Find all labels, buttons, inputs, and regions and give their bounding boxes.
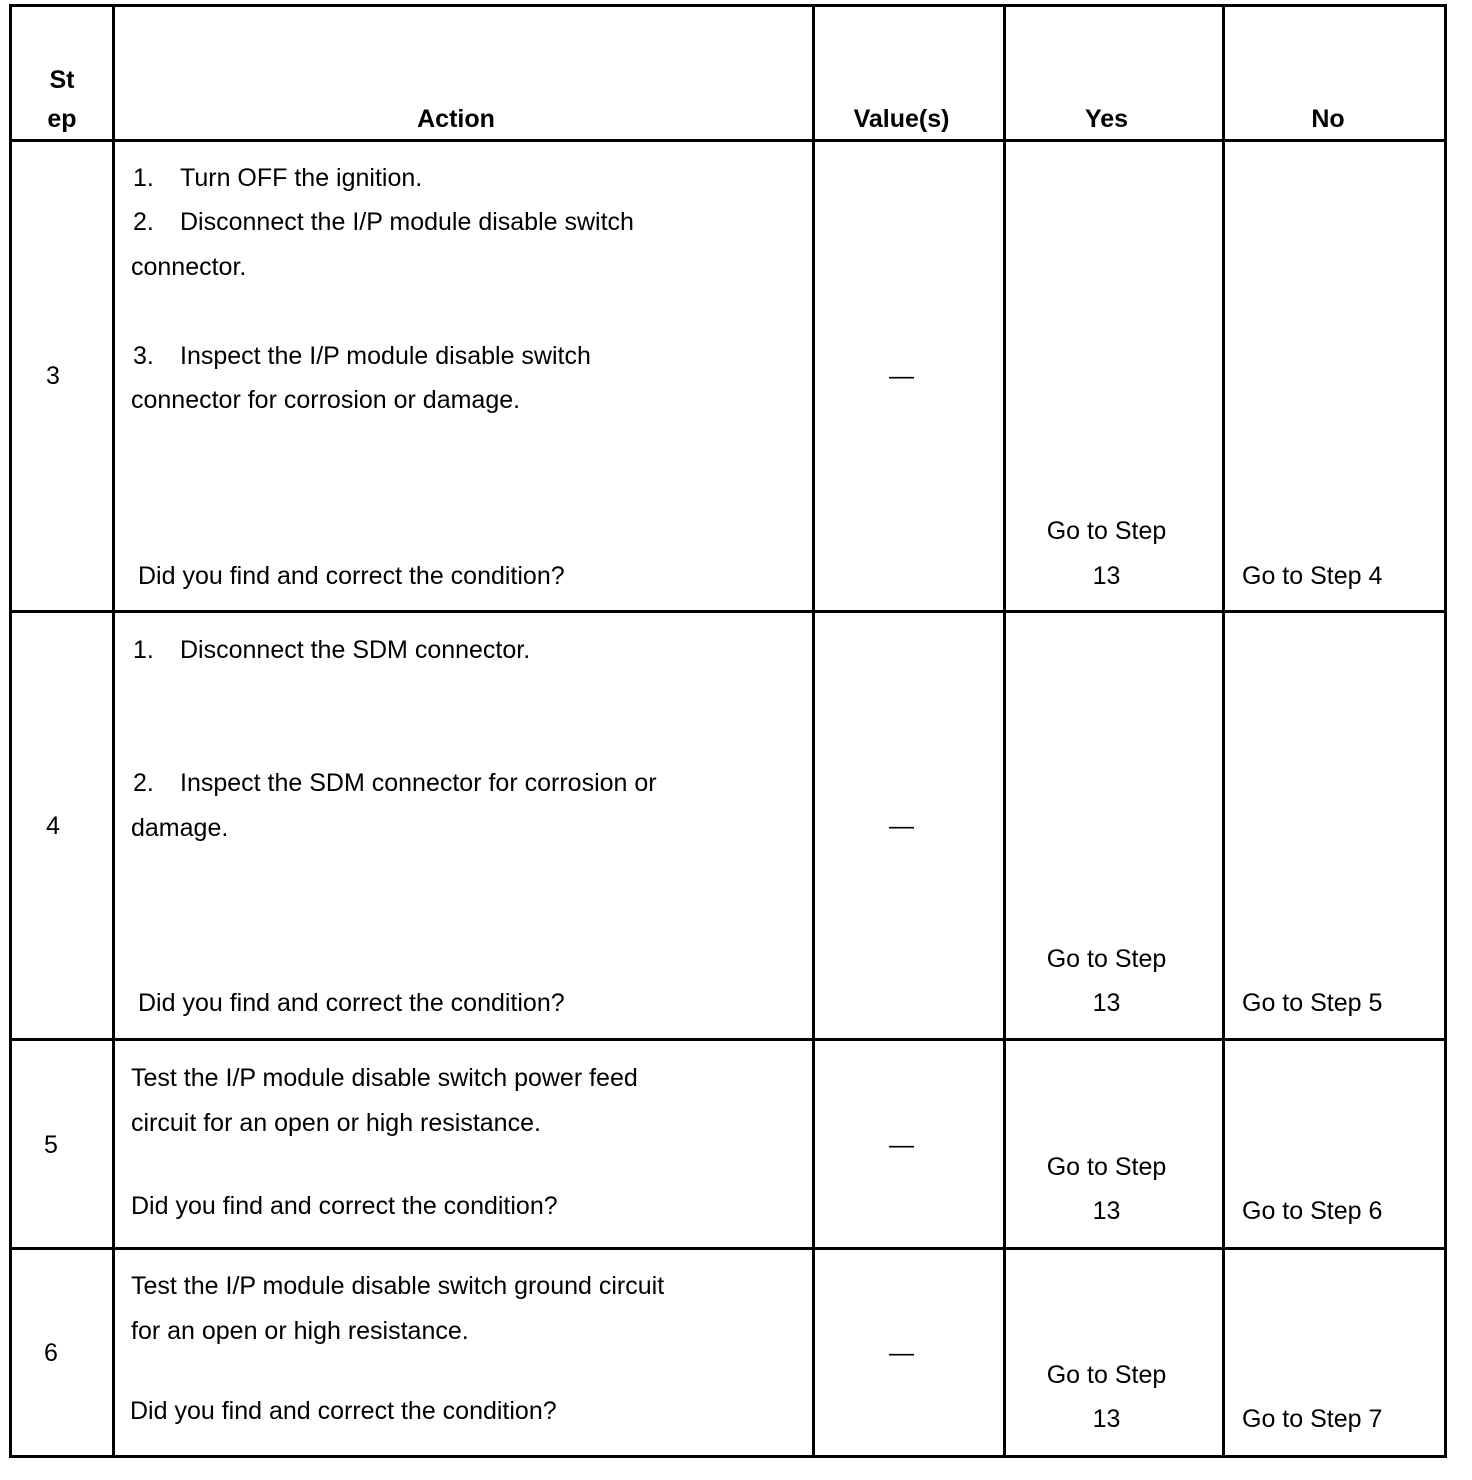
- yes-destination-line1: Go to Step: [1046, 1153, 1167, 1181]
- header-no: No: [1311, 105, 1345, 133]
- action-item: [133, 635, 530, 665]
- header-yes: Yes: [1084, 105, 1129, 133]
- column-divider: [112, 4, 115, 1458]
- action-item-text: Disconnect the I/P module disable switch: [180, 208, 634, 236]
- column-divider: [1222, 4, 1225, 1458]
- value-dash: —: [889, 1131, 914, 1159]
- action-item-number: 1.: [133, 164, 154, 192]
- value-dash: —: [889, 812, 914, 840]
- action-text-line2: for an open or high resistance.: [131, 1317, 469, 1345]
- action-text-line1: Test the I/P module disable switch power feed: [131, 1064, 638, 1092]
- action-item-number: 1.: [133, 636, 154, 664]
- step-number: 5: [44, 1131, 58, 1159]
- yes-destination-line1: Go to Step: [1046, 517, 1167, 545]
- action-item: [133, 768, 657, 798]
- action-item-number: 2.: [133, 769, 154, 797]
- yes-destination-line2: 13: [1092, 989, 1121, 1017]
- step-number: 6: [44, 1339, 58, 1367]
- action-item-text: Inspect the I/P module disable switch: [180, 342, 591, 370]
- action-item-text: Turn OFF the ignition.: [180, 164, 423, 192]
- action-question: Did you find and correct the condition?: [138, 562, 565, 590]
- row-divider: [9, 610, 1447, 613]
- action-item-text: Inspect the SDM connector for corrosion or: [180, 769, 657, 797]
- yes-destination-line2: 13: [1092, 1197, 1121, 1225]
- value-dash: —: [889, 1339, 914, 1367]
- row-divider: [9, 139, 1447, 142]
- action-text-line1: Test the I/P module disable switch ground circuit: [131, 1272, 665, 1300]
- column-divider: [812, 4, 815, 1458]
- action-item: [133, 207, 634, 237]
- no-destination: Go to Step 6: [1242, 1197, 1383, 1225]
- header-action: Action: [417, 105, 495, 133]
- value-dash: —: [889, 362, 914, 390]
- action-item: [133, 341, 591, 371]
- yes-destination-line1: Go to Step: [1046, 945, 1167, 973]
- row-divider: [9, 1247, 1447, 1250]
- action-item-text: Disconnect the SDM connector.: [180, 636, 531, 664]
- yes-destination-line2: 13: [1092, 562, 1121, 590]
- action-text-line2: circuit for an open or high resistance.: [131, 1109, 541, 1137]
- row-divider: [9, 1038, 1447, 1041]
- no-destination: Go to Step 4: [1242, 562, 1383, 590]
- step-number: 4: [46, 812, 60, 840]
- header-step-line2: ep: [47, 105, 77, 133]
- action-item: [133, 163, 422, 193]
- action-item-number: 2.: [133, 208, 154, 236]
- no-destination: Go to Step 5: [1242, 989, 1383, 1017]
- step-number: 3: [46, 362, 60, 390]
- action-question: Did you find and correct the condition?: [130, 1397, 557, 1425]
- action-question: Did you find and correct the condition?: [138, 989, 565, 1017]
- yes-destination-line2: 13: [1092, 1405, 1121, 1433]
- action-item-continuation: connector.: [131, 253, 247, 281]
- header-values: Value(s): [853, 105, 950, 133]
- action-item-continuation: connector for corrosion or damage.: [131, 386, 521, 414]
- action-item-number: 3.: [133, 342, 154, 370]
- header-step-line1: St: [49, 66, 75, 94]
- yes-destination-line1: Go to Step: [1046, 1361, 1167, 1389]
- action-item-continuation: damage.: [131, 814, 229, 842]
- action-question: Did you find and correct the condition?: [131, 1192, 558, 1220]
- no-destination: Go to Step 7: [1242, 1405, 1383, 1433]
- column-divider: [1003, 4, 1006, 1458]
